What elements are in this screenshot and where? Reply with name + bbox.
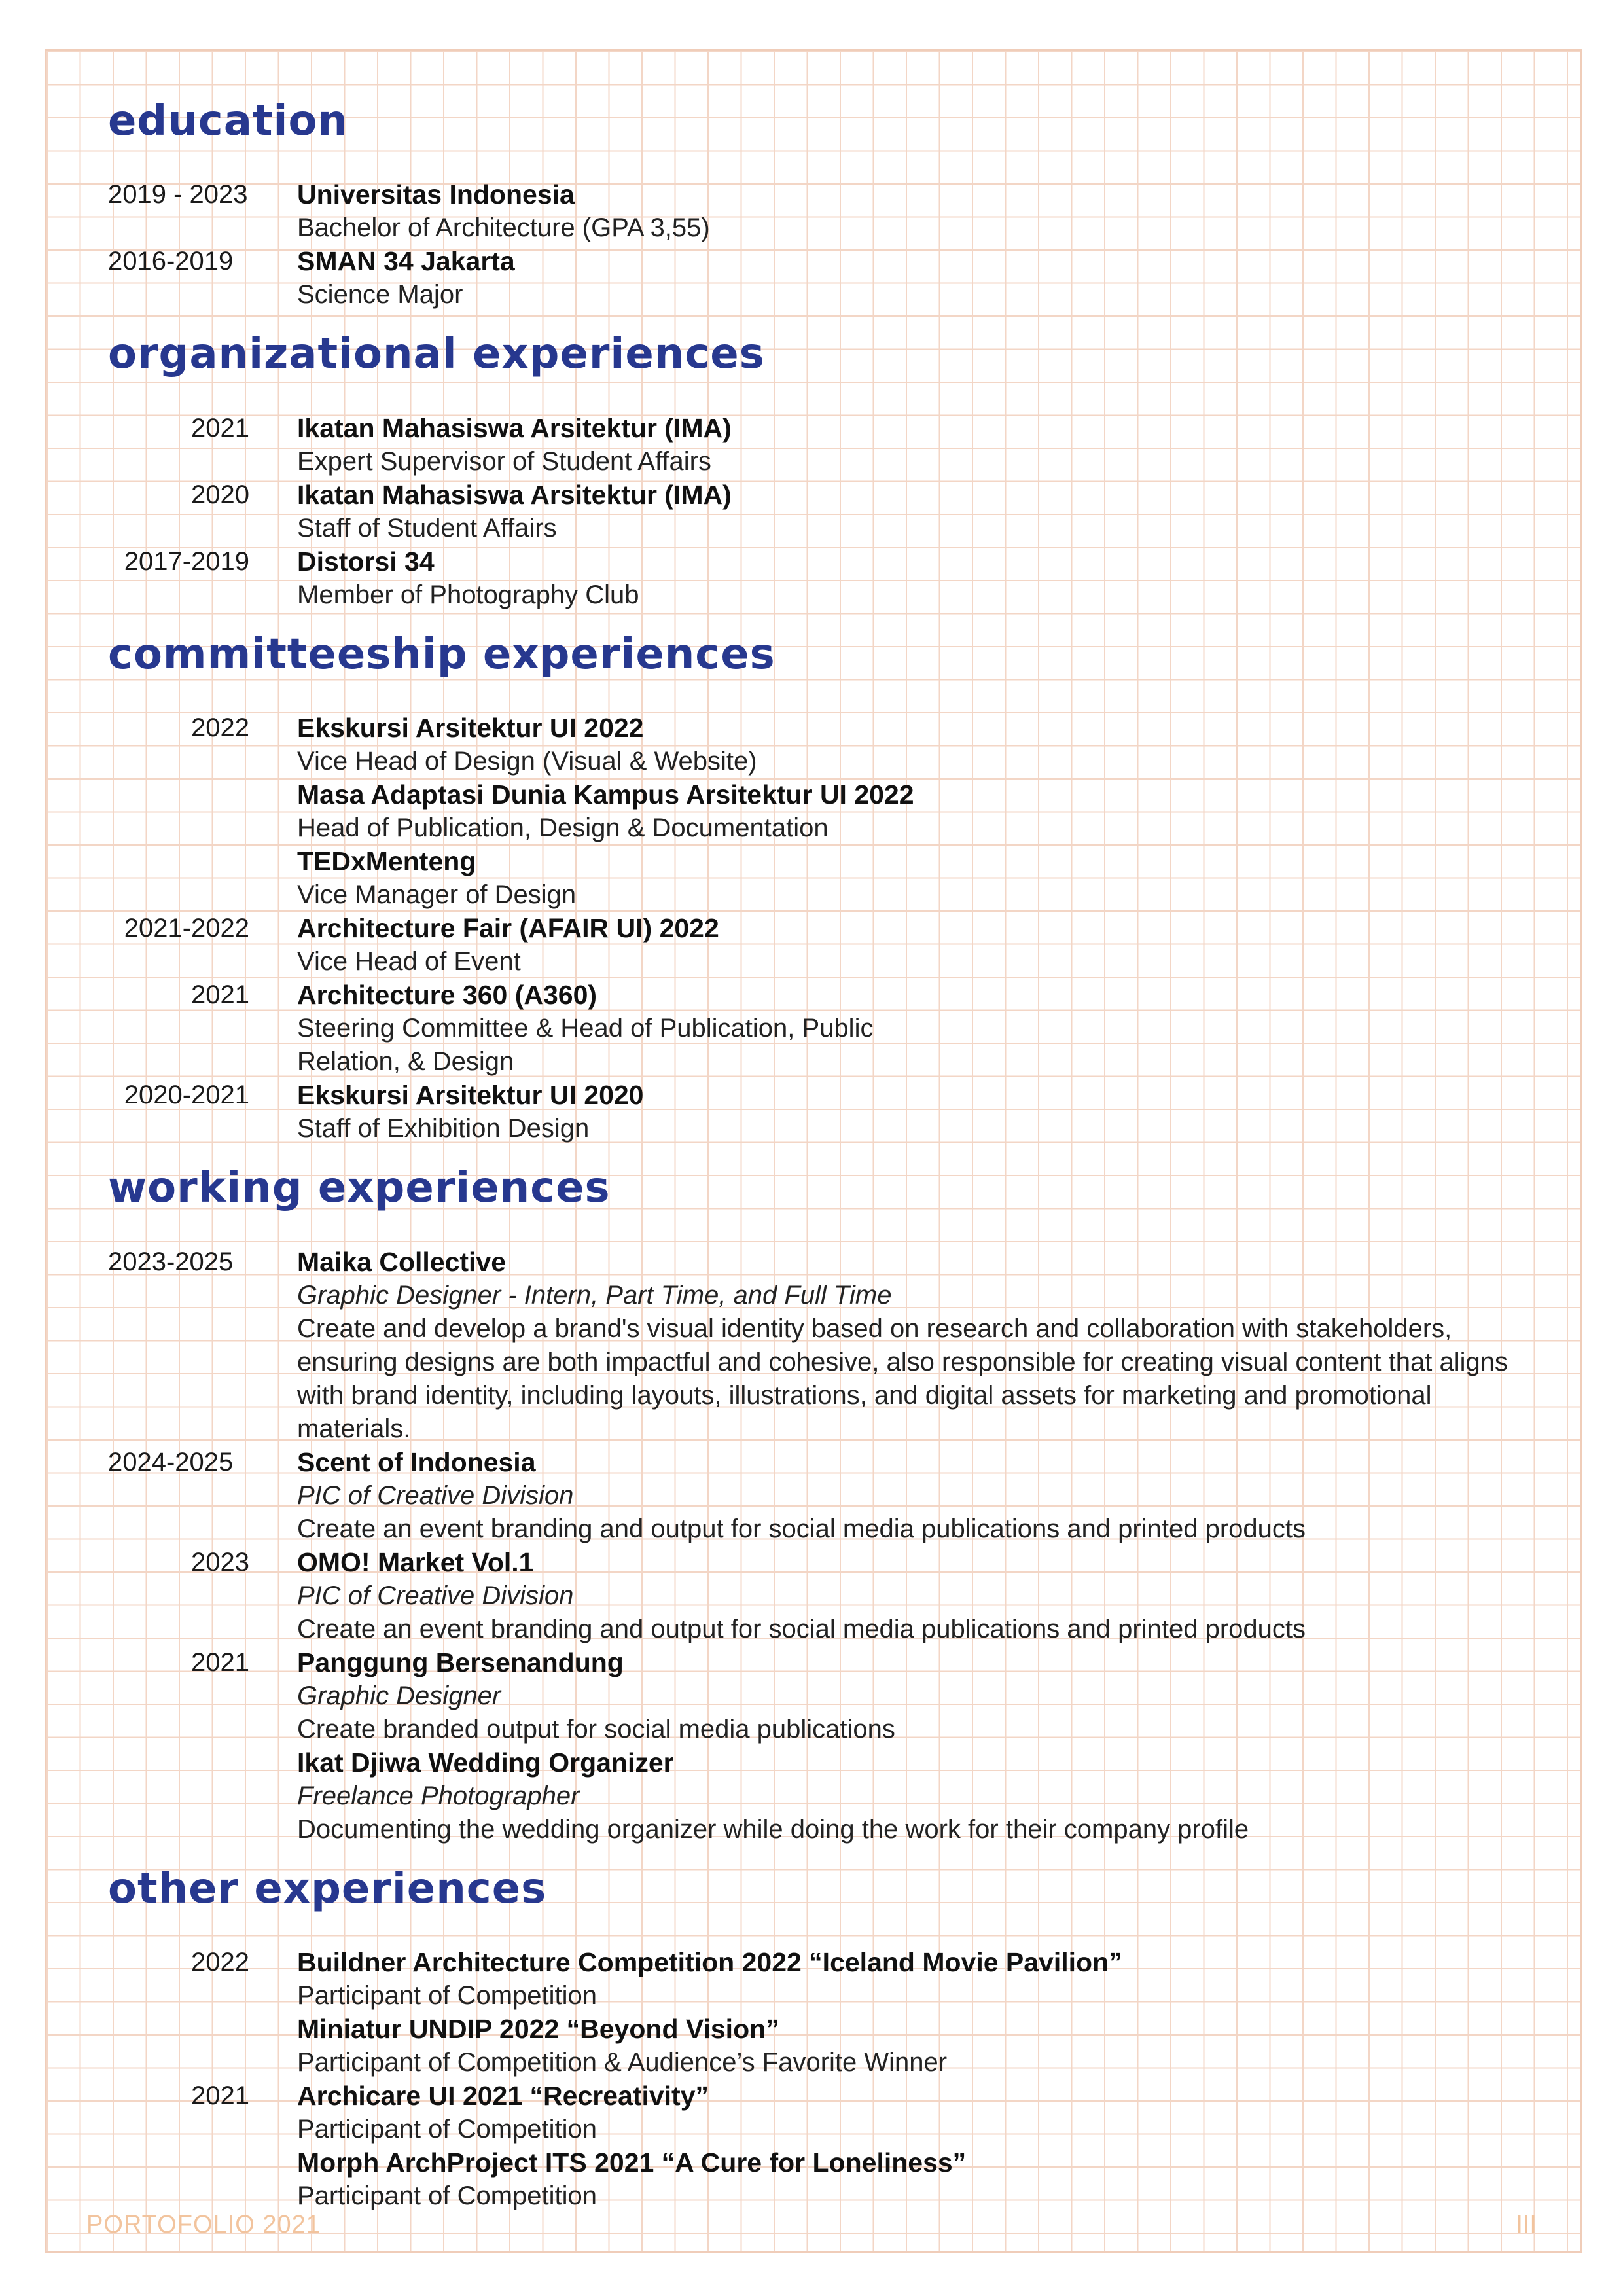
item-description: Create and develop a brand's visual identity based on research and collaboration with stakeholders, ensuring designs are both impactful and cohesive, also responsible for creating visual content that aligns with brand identity, including layouts, illustrations, and digital assets for marketing and promotional materials. [297,1314,1508,1443]
item-title: Distorsi 34 [297,546,435,577]
entry-year: 2023-2025 [108,1247,234,1276]
education-entry [108,178,1548,245]
entry-year: 2021 [191,413,249,442]
item-role: Graphic Designer [297,1681,501,1710]
item-role: Freelance Photographer [297,1781,580,1810]
item-subtitle: Science Major [297,280,463,310]
item-subtitle: Participant of Competition & Audience’s Favorite Winner [297,2047,948,2077]
item-title: Scent of Indonesia [297,1446,536,1477]
section-title-working: working experiences [108,1164,611,1213]
item-title: Maika Collective [297,1246,507,1277]
item-title: Ekskursi Arsitektur UI 2022 [297,713,644,744]
entry-year: 2021 [191,1647,249,1677]
committeeship-entry [108,978,1548,1079]
working-entry [108,1246,1548,1446]
other-entry [108,2079,1548,2213]
other-entry [108,1946,1548,2079]
item-subtitle: Steering Committee & Head of Publication, Public Relation, & Design [297,1014,874,1077]
item-subtitle: Staff of Exhibition Design [297,1114,590,1143]
education-section [108,98,1548,312]
item-title: SMAN 34 Jakarta [297,246,515,277]
item-role: PIC of Creative Division [297,1480,574,1510]
entry-year: 2020 [191,480,249,509]
entry-year: 2016-2019 [108,247,234,276]
working-entry [108,1546,1548,1646]
footer-portfolio-label: PORTOFOLIO 2021 [86,2211,321,2238]
item-title: Architecture Fair (AFAIR UI) 2022 [297,913,719,944]
other-section [108,1866,1548,2213]
item-role: PIC of Creative Division [297,1581,574,1610]
item-title: Archicare UI 2021 “Recreativity” [297,2080,709,2111]
section-title-education: education [108,97,348,145]
item-subtitle: Bachelor of Architecture (GPA 3,55) [297,213,710,243]
item-role: Graphic Designer - Intern, Part Time, and Full Time [297,1280,892,1310]
committeeship-section [108,632,1548,1145]
item-subtitle: Vice Manager of Design [297,880,577,910]
item-title: Panggung Bersenandung [297,1647,624,1677]
section-title-organizational: organizational experiences [108,330,765,379]
committeeship-entry [108,912,1548,978]
item-title: Universitas Indonesia [297,179,575,210]
item-subtitle: Participant of Competition [297,1981,597,2010]
entry-year: 2019 - 2023 [108,180,248,209]
entry-year: 2021 [191,980,249,1010]
entry-year: 2017-2019 [124,547,249,576]
item-subtitle: Vice Head of Event [297,947,521,977]
organizational-section [108,331,1548,611]
item-subtitle: Head of Publication, Design & Documentation [297,814,829,843]
item-title: OMO! Market Vol.1 [297,1547,534,1577]
entry-year: 2023 [191,1547,249,1577]
working-section [108,1165,1548,1846]
entry-year: 2022 [191,1947,249,1977]
item-title: Architecture 360 (A360) [297,980,597,1011]
item-title: Masa Adaptasi Dunia Kampus Arsitektur UI 2022 [297,780,914,810]
organizational-entry [108,545,1548,612]
item-subtitle: Vice Head of Design (Visual & Website) [297,747,757,776]
item-description: Create an event branding and output for social media publications and printed products [297,1514,1306,1543]
section-title-other: other experiences [108,1864,547,1913]
entry-year: 2021-2022 [124,914,249,943]
working-entry [108,1446,1548,1546]
item-title: Ikatan Mahasiswa Arsitektur (IMA) [297,479,732,510]
education-entry [108,245,1548,312]
item-description: Documenting the wedding organizer while doing the work for their company profile [297,1814,1249,1844]
entry-year: 2021 [191,2081,249,2110]
organizational-entry [108,412,1548,478]
organizational-entry [108,478,1548,545]
item-description: Create an event branding and output for social media publications and printed products [297,1614,1306,1643]
item-subtitle: Staff of Student Affairs [297,513,557,543]
item-title: Ekskursi Arsitektur UI 2020 [297,1080,644,1111]
item-subtitle: Participant of Competition [297,2181,597,2210]
resume-content [108,98,1548,2233]
committeeship-entry [108,711,1548,912]
item-title: Ikat Djiwa Wedding Organizer [297,1747,674,1778]
item-title: Ikatan Mahasiswa Arsitektur (IMA) [297,412,732,443]
committeeship-entry [108,1079,1548,1145]
entry-year: 2020-2021 [124,1081,249,1110]
working-entry [108,1646,1548,1846]
item-subtitle: Member of Photography Club [297,580,639,609]
footer-page-number: III [1516,2211,1537,2238]
section-title-committeeship: committeeship experiences [108,630,776,679]
item-title: Miniatur UNDIP 2022 “Beyond Vision” [297,2013,779,2044]
item-title: Morph ArchProject ITS 2021 “A Cure for Loneliness” [297,2147,967,2178]
item-title: TEDxMenteng [297,846,476,877]
entry-year: 2022 [191,713,249,743]
item-subtitle: Expert Supervisor of Student Affairs [297,446,711,476]
item-description: Create branded output for social media publications [297,1714,895,1744]
item-subtitle: Participant of Competition [297,2114,597,2144]
item-title: Buildner Architecture Competition 2022 “Iceland Movie Pavilion” [297,1946,1122,1977]
entry-year: 2024-2025 [108,1447,234,1477]
